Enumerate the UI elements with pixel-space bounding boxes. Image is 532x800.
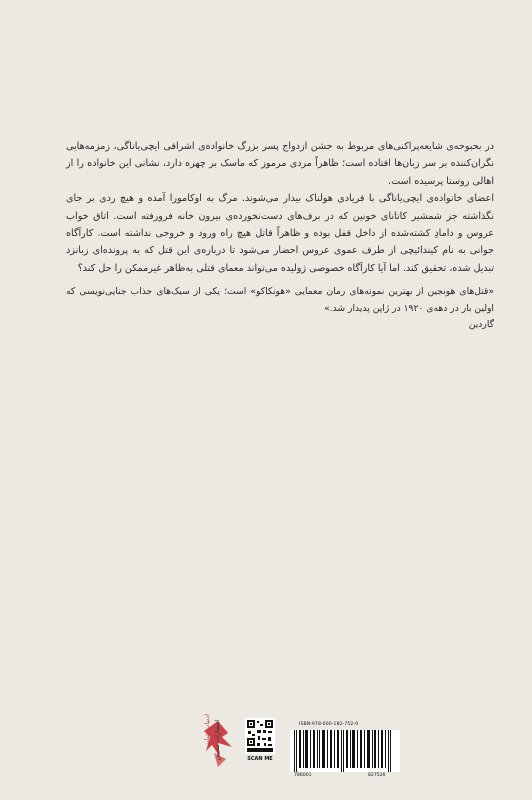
blurb-paragraph-1: در بحبوحه‌ی شایعه‌پراکنی‌های مربوط به جشن ازدواج پسر بزرگ خانواده‌ی اشرافی ایچی‌یاناگی، زمزمه‌هایی نگران‌کننده بر سر زبان‌ها افتاده است؛ ظاهراً مردی مرموز که ماسک بر چهره دارد، نشانی این خانواده را از اهالی روستا پرسیده است. bbox=[66, 141, 494, 187]
barcode-bars-icon bbox=[290, 730, 400, 772]
book-blurb bbox=[66, 138, 494, 333]
barcode-digits-left: 786001 bbox=[294, 773, 312, 778]
blurb-paragraph-2: اعضای خانواده‌ی ایچی‌یاناگی با فریادی هولناک بیدار می‌شوند. مرگ به اوکامورا آمده و هیچ ردی بر جای نگذاشته جز شمشیر کاتانای خونین که در برف‌های دست‌نخورده‌ی بیرون خانه فرورفته است. اتاق خواب عروس و دامادِ کشته‌شده از داخل قفل بوده و ظاهراً قاتل هیچ راه ورود و خروجی نداشته است. کارآگاه جوانی به نام کیندائیچی از طرف عموی عروس احضار می‌شود تا درباره‌ی این قتل که به پرونده‌ای زبانزد تبدیل شده، تحقیق کند. اما آیا کارآگاه خصوصی ژولیده می‌تواند معمای قتلی به‌ظاهر غیرممکن را حل کند؟ bbox=[66, 193, 494, 274]
review-credit: گاردین bbox=[468, 319, 494, 331]
review-quote: «قتل‌های هونجین از بهترین نمونه‌های رمان معمایی «هونکاکو» است؛ یکی از سبک‌های جذاب جنایی‌نویسی که اولین بار در دهه‌ی ۱۹۲۰ در ژاپن پدیدار شد.» bbox=[66, 286, 494, 315]
barcode-digits-right: 827520 bbox=[368, 773, 386, 778]
publisher-imprint: ادبیات جنایی bbox=[203, 714, 211, 748]
qr-code-icon bbox=[245, 718, 275, 754]
isbn-text: ISBN:978-600-182-752-0 bbox=[299, 722, 359, 727]
qr-label: SCAN ME bbox=[247, 756, 273, 762]
publisher-name: انتشارات تندیس bbox=[214, 720, 221, 761]
